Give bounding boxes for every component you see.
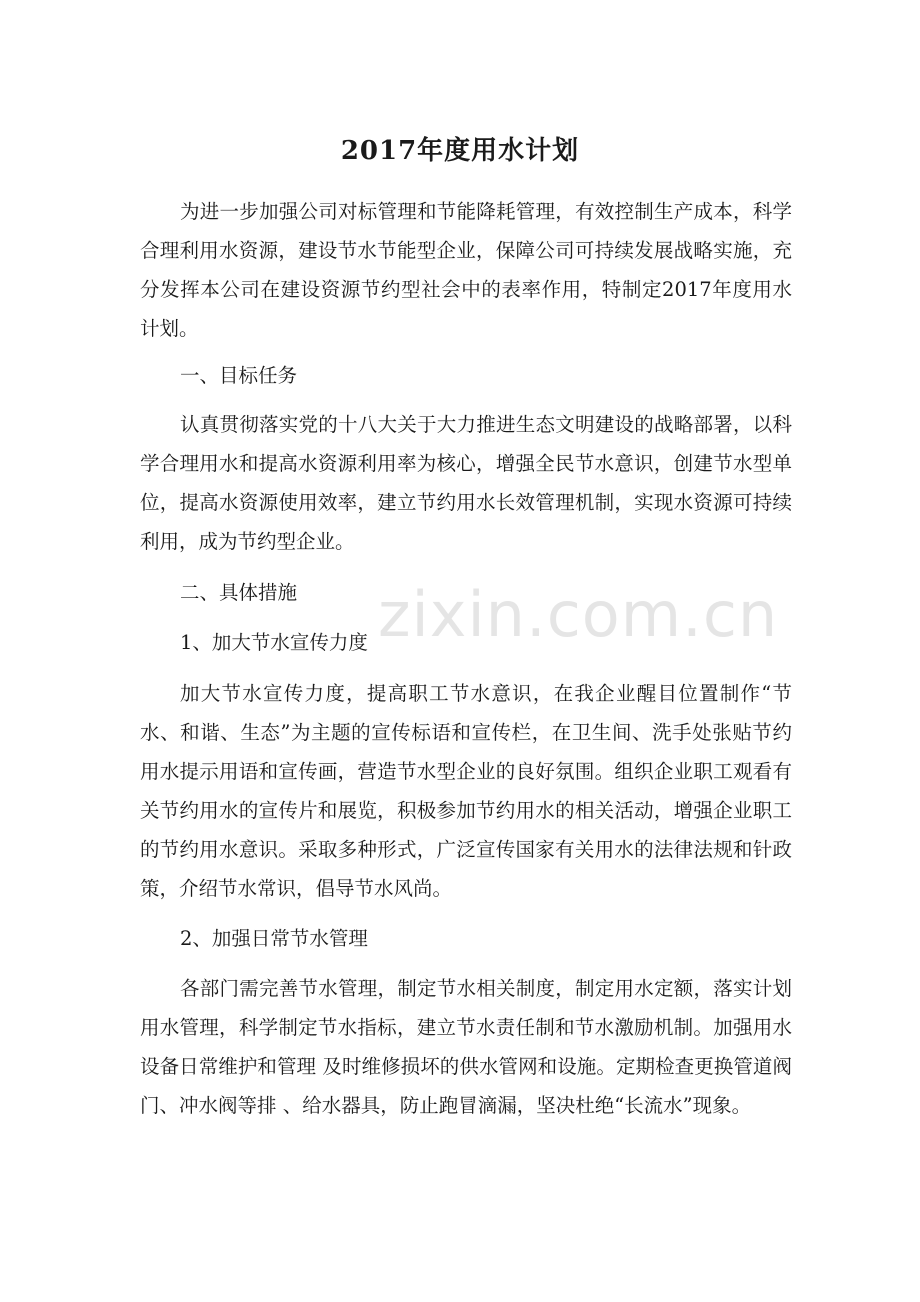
publicity-paragraph: 加大节水宣传力度，提高职工节水意识，在我企业醒目位置制作“节水、和谐、生态”为主题的宣传标语和宣传栏，在卫生间、洗手处张贴节约用水提示用语和宣传画，营造节水型企业的良好氛围。组织企业职工观看有关节约用水的宣传片和展览，积极参加节约用水的相关活动，增强企业职工的节约用水意识。采取多种形式，广泛宣传国家有关用水的法律法规和针政策，介绍节水常识，倡导节水风尚。 — [140, 682, 792, 900]
section-heading-goals: 一、目标任务 — [180, 364, 298, 387]
document-title: 2017年度用水计划 — [340, 136, 580, 166]
section-heading-measures: 二、具体措施 — [180, 581, 298, 604]
management-paragraph: 各部门需完善节水管理，制定节水相关制度，制定用水定额，落实计划用水管理，科学制定节水指标，建立节水责任制和节水激励机制。加强用水设备日常维护和管理 及时维修损坏的供水管网和设施。定期检查更换管道阀门、冲水阀等排 、给水器具，防止跑冒滴漏，坚决杜绝“长流水”现象。 — [140, 977, 792, 1117]
intro-paragraph: 为进一步加强公司对标管理和节能降耗管理，有效控制生产成本，科学合理利用水资源，建设节水节能型企业，保障公司可持续发展战略实施，充分发挥本公司在建设资源节约型社会中的表率作用，特制定2017年度用水计划。 — [140, 200, 792, 340]
goals-paragraph: 认真贯彻落实党的十八大关于大力推进生态文明建设的战略部署，以科学合理用水和提高水资源利用率为核心，增强全民节水意识，创建节水型单位，提高水资源使用效率，建立节约用水长效管理机制，实现水资源可持续利用，成为节约型企业。 — [140, 413, 792, 553]
item-heading-management: 2、加强日常节水管理 — [180, 927, 368, 950]
watermark-text: zixin.com.cn — [378, 578, 779, 651]
item-heading-publicity: 1、加大节水宣传力度 — [180, 631, 368, 654]
